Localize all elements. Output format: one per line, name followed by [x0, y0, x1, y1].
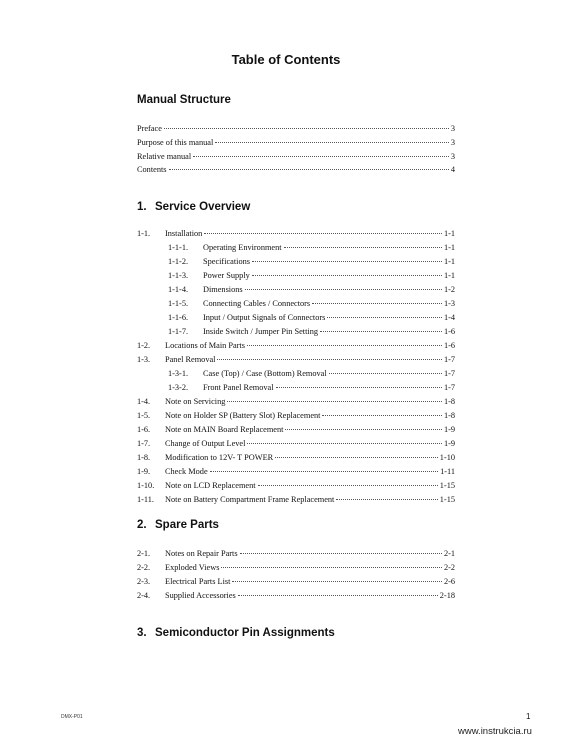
- toc-entry-page: 1-10: [439, 453, 455, 462]
- toc-entry[interactable]: [137, 438, 455, 450]
- toc-entry-label: Case (Top) / Case (Bottom) Removal: [203, 369, 327, 378]
- leader-dots: [312, 303, 442, 304]
- section-title: Semiconductor Pin Assignments: [155, 627, 335, 639]
- leader-dots: [285, 429, 442, 430]
- toc-entry-page: 2-2: [443, 563, 455, 572]
- toc-entry-number: 1-1-3.: [168, 271, 189, 280]
- section-2-heading: [137, 519, 219, 531]
- leader-dots: [336, 499, 437, 500]
- toc-entry[interactable]: [168, 284, 455, 296]
- toc-entry-page: 1-1: [443, 271, 455, 280]
- toc-entry-page: 1-8: [443, 397, 455, 406]
- toc-entry-page: 1-15: [439, 481, 455, 490]
- toc-entry-page: 3: [450, 138, 455, 147]
- toc-entry[interactable]: [137, 340, 455, 352]
- toc-entry-number: 2-1.: [137, 549, 151, 558]
- toc-entry-number: 1-3-1.: [168, 369, 189, 378]
- toc-entry-label: Check Mode: [165, 467, 208, 476]
- toc-entry-page: 1-9: [443, 439, 455, 448]
- toc-entry[interactable]: [137, 396, 455, 408]
- toc-entry[interactable]: [137, 137, 455, 149]
- toc-entry-label: Panel Removal: [165, 355, 216, 364]
- toc-entry-number: 1-1-1.: [168, 243, 189, 252]
- toc-entry-number: 1-8.: [137, 453, 151, 462]
- toc-entry[interactable]: [168, 368, 455, 380]
- toc-entry-label: Purpose of this manual: [137, 138, 214, 147]
- toc-entry[interactable]: [137, 452, 455, 464]
- toc-entry-label: Dimensions: [203, 285, 243, 294]
- section-number: 1.: [137, 201, 147, 213]
- manual-structure-heading: Manual Structure: [137, 94, 231, 106]
- toc-entry[interactable]: [137, 424, 455, 436]
- toc-entry-page: 1-11: [440, 467, 455, 476]
- toc-entry-label: Contents: [137, 165, 167, 174]
- toc-entry-number: 1-1-7.: [168, 327, 189, 336]
- toc-entry-label: Note on MAIN Board Replacement: [165, 425, 284, 434]
- toc-entry-label: Locations of Main Parts: [165, 341, 245, 350]
- toc-entry-page: 1-6: [443, 327, 455, 336]
- leader-dots: [252, 261, 442, 262]
- section-title: Spare Parts: [155, 519, 219, 531]
- toc-entry-page: 1-1: [443, 257, 455, 266]
- toc-entry[interactable]: [168, 256, 455, 268]
- leader-dots: [215, 142, 449, 143]
- toc-entry-label: Operating Environment: [203, 243, 282, 252]
- toc-entry-label: Specifications: [203, 257, 251, 266]
- leader-dots: [240, 553, 442, 554]
- toc-entry-label: Connecting Cables / Connectors: [203, 299, 311, 308]
- toc-entry-number: 1-9.: [137, 467, 151, 476]
- toc-entry[interactable]: [137, 410, 455, 422]
- toc-entry[interactable]: [137, 164, 455, 176]
- toc-entry-page: 2-6: [443, 577, 455, 586]
- toc-entry-number: 1-1.: [137, 229, 151, 238]
- toc-entry-label: Power Supply: [203, 271, 250, 280]
- toc-entry-label: Installation: [165, 229, 203, 238]
- leader-dots: [252, 275, 442, 276]
- toc-entry-number: 1-3.: [137, 355, 151, 364]
- toc-entry-label: Exploded Views: [165, 563, 220, 572]
- section-1-heading: [137, 201, 250, 213]
- toc-entry[interactable]: [137, 466, 455, 478]
- toc-entry-label: Note on LCD Replacement: [165, 481, 256, 490]
- toc-entry-label: Note on Battery Compartment Frame Replacement: [165, 495, 335, 504]
- toc-entry-label: Inside Switch / Jumper Pin Setting: [203, 327, 319, 336]
- toc-entry[interactable]: [137, 562, 455, 574]
- leader-dots: [329, 373, 442, 374]
- toc-entry-label: Input / Output Signals of Connectors: [203, 313, 326, 322]
- toc-entry-page: 1-7: [443, 355, 455, 364]
- toc-entry-number: 1-1-2.: [168, 257, 189, 266]
- toc-entry[interactable]: [168, 242, 455, 254]
- leader-dots: [221, 567, 442, 568]
- toc-entry-page: 1-7: [443, 383, 455, 392]
- watermark-text: www.instrukcia.ru: [458, 726, 532, 737]
- leader-dots: [258, 485, 438, 486]
- toc-entry-number: 1-1-4.: [168, 285, 189, 294]
- toc-entry-label: Note on Servicing: [165, 397, 226, 406]
- toc-entry-page: 4: [450, 165, 455, 174]
- toc-entry[interactable]: [137, 494, 455, 506]
- section-3-heading: [137, 627, 335, 639]
- leader-dots: [204, 233, 442, 234]
- toc-entry[interactable]: [137, 576, 455, 588]
- toc-entry-page: 3: [450, 152, 455, 161]
- toc-entry-number: 1-10.: [137, 481, 155, 490]
- leader-dots: [284, 247, 442, 248]
- toc-entry-page: 2-18: [439, 591, 455, 600]
- toc-entry[interactable]: [168, 326, 455, 338]
- leader-dots: [217, 359, 441, 360]
- section-title: Service Overview: [155, 201, 251, 213]
- toc-entry-page: 1-8: [443, 411, 455, 420]
- leader-dots: [276, 387, 442, 388]
- toc-entry[interactable]: [137, 480, 455, 492]
- doc-code: DMX-P01: [61, 714, 83, 720]
- toc-entry-label: Electrical Parts List: [165, 577, 231, 586]
- toc-entry-page: 1-1: [443, 229, 455, 238]
- toc-entry-page: 1-4: [443, 313, 455, 322]
- leader-dots: [238, 595, 438, 596]
- toc-entry-number: 1-11.: [137, 495, 154, 504]
- toc-entry[interactable]: [168, 270, 455, 282]
- leader-dots: [169, 169, 449, 170]
- toc-entry-label: Notes on Repair Parts: [165, 549, 238, 558]
- leader-dots: [320, 331, 442, 332]
- toc-entry-page: 1-6: [443, 341, 455, 350]
- section-number: 3.: [137, 627, 147, 639]
- leader-dots: [245, 289, 442, 290]
- toc-entry-number: 1-4.: [137, 397, 151, 406]
- toc-entry[interactable]: [168, 382, 455, 394]
- toc-entry-label: Change of Output Level: [165, 439, 246, 448]
- toc-entry-page: 3: [450, 124, 455, 133]
- section-number: 2.: [137, 519, 147, 531]
- leader-dots: [275, 457, 438, 458]
- toc-entry[interactable]: [137, 548, 455, 560]
- page-number: 1: [526, 712, 531, 721]
- leader-dots: [164, 128, 449, 129]
- toc-entry-number: 1-7.: [137, 439, 151, 448]
- leader-dots: [322, 415, 441, 416]
- page-title: Table of Contents: [231, 52, 341, 67]
- leader-dots: [210, 471, 438, 472]
- toc-entry-number: 2-2.: [137, 563, 151, 572]
- toc-entry-page: 1-1: [443, 243, 455, 252]
- toc-entry-number: 2-3.: [137, 577, 151, 586]
- toc-entry-page: 2-1: [443, 549, 455, 558]
- toc-entry-label: Note on Holder SP (Battery Slot) Replacement: [165, 411, 321, 420]
- toc-entry-number: 1-1-6.: [168, 313, 189, 322]
- toc-entry-label: Relative manual: [137, 152, 192, 161]
- toc-entry-number: 2-4.: [137, 591, 151, 600]
- toc-entry-page: 1-2: [443, 285, 455, 294]
- toc-entry-number: 1-5.: [137, 411, 151, 420]
- leader-dots: [232, 581, 442, 582]
- leader-dots: [247, 345, 442, 346]
- toc-entry-number: 1-6.: [137, 425, 151, 434]
- toc-entry-page: 1-3: [443, 299, 455, 308]
- leader-dots: [247, 443, 442, 444]
- toc-entry-label: Supplied Accessories: [165, 591, 236, 600]
- toc-entry[interactable]: [137, 123, 455, 135]
- toc-entry-page: 1-7: [443, 369, 455, 378]
- leader-dots: [227, 401, 442, 402]
- toc-entry-label: Preface: [137, 124, 162, 133]
- toc-entry-label: Front Panel Removal: [203, 383, 274, 392]
- toc-entry[interactable]: [137, 151, 455, 163]
- toc-entry[interactable]: [168, 298, 455, 310]
- toc-entry-page: 1-15: [439, 495, 455, 504]
- toc-entry-label: Modification to 12V- T POWER: [165, 453, 274, 462]
- toc-entry[interactable]: [137, 354, 455, 366]
- leader-dots: [193, 156, 449, 157]
- toc-entry-number: 1-1-5.: [168, 299, 189, 308]
- leader-dots: [327, 317, 442, 318]
- toc-entry-number: 1-2.: [137, 341, 151, 350]
- toc-entry-number: 1-3-2.: [168, 383, 189, 392]
- toc-entry[interactable]: [137, 228, 455, 240]
- toc-entry[interactable]: [137, 590, 455, 602]
- toc-entry[interactable]: [168, 312, 455, 324]
- toc-entry-page: 1-9: [443, 425, 455, 434]
